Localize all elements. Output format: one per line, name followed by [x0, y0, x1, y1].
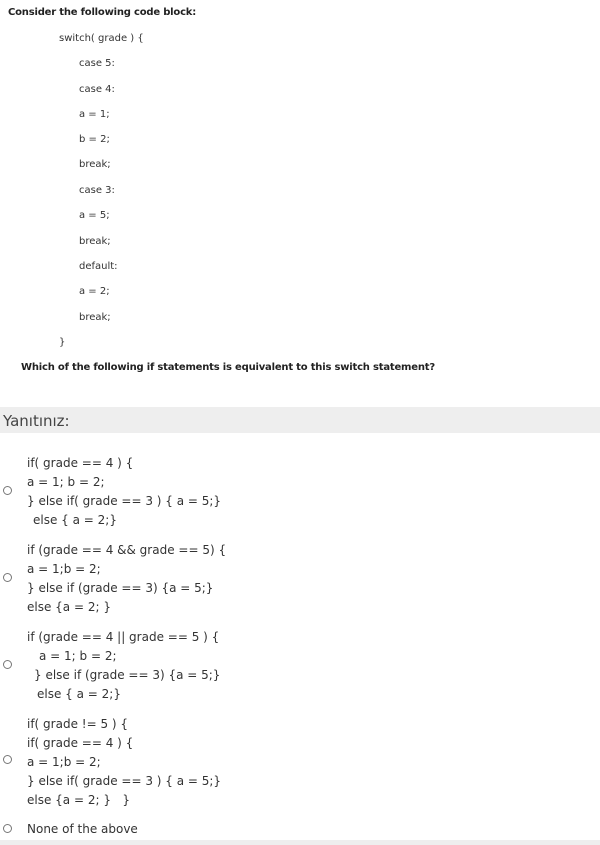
- radio-button[interactable]: [3, 660, 12, 669]
- radio-button[interactable]: [3, 824, 12, 833]
- option-line: else { a = 2;}: [33, 513, 117, 527]
- code-line: break;: [79, 312, 111, 323]
- radio-button[interactable]: [3, 755, 12, 764]
- question-prompt: Which of the following if statements is equivalent to this switch statement?: [21, 362, 435, 373]
- bottom-divider: [0, 840, 600, 845]
- radio-button[interactable]: [3, 573, 12, 582]
- option-line: } else if( grade == 3 ) { a = 5;}: [27, 494, 222, 508]
- code-line: switch( grade ) {: [59, 33, 144, 44]
- option-line: } else if (grade == 3) {a = 5;}: [27, 581, 214, 595]
- option-line: a = 1; b = 2;: [27, 475, 105, 489]
- option-line: else {a = 2; } }: [27, 793, 131, 807]
- option-line: if( grade != 5 ) {: [27, 717, 129, 731]
- code-line: }: [59, 337, 66, 348]
- code-line: default:: [79, 261, 118, 272]
- option-line: if (grade == 4 || grade == 5 ) {: [27, 630, 220, 644]
- option-line: a = 1;b = 2;: [27, 562, 101, 576]
- radio-button[interactable]: [3, 486, 12, 495]
- code-line: a = 2;: [79, 286, 110, 297]
- option-line: a = 1;b = 2;: [27, 755, 101, 769]
- option-line: } else if (grade == 3) {a = 5;}: [34, 668, 221, 682]
- question-title: Consider the following code block:: [8, 7, 197, 18]
- option-line: } else if( grade == 3 ) { a = 5;}: [27, 774, 222, 788]
- code-line: a = 1;: [79, 109, 110, 120]
- code-line: case 3:: [79, 185, 115, 196]
- option-line: if( grade == 4 ) {: [27, 456, 134, 470]
- code-line: a = 5;: [79, 210, 110, 221]
- code-line: case 4:: [79, 84, 115, 95]
- answer-header: [0, 407, 600, 433]
- option-line: a = 1; b = 2;: [39, 649, 117, 663]
- option-line: None of the above: [27, 822, 138, 836]
- option-line: if (grade == 4 && grade == 5) {: [27, 543, 227, 557]
- code-line: break;: [79, 159, 111, 170]
- answer-header-label: Yanıtınız:: [3, 412, 70, 430]
- option-line: else {a = 2; }: [27, 600, 111, 614]
- option-line: else { a = 2;}: [37, 687, 121, 701]
- code-line: break;: [79, 236, 111, 247]
- code-line: b = 2;: [79, 134, 110, 145]
- code-line: case 5:: [79, 58, 115, 69]
- option-line: if( grade == 4 ) {: [27, 736, 134, 750]
